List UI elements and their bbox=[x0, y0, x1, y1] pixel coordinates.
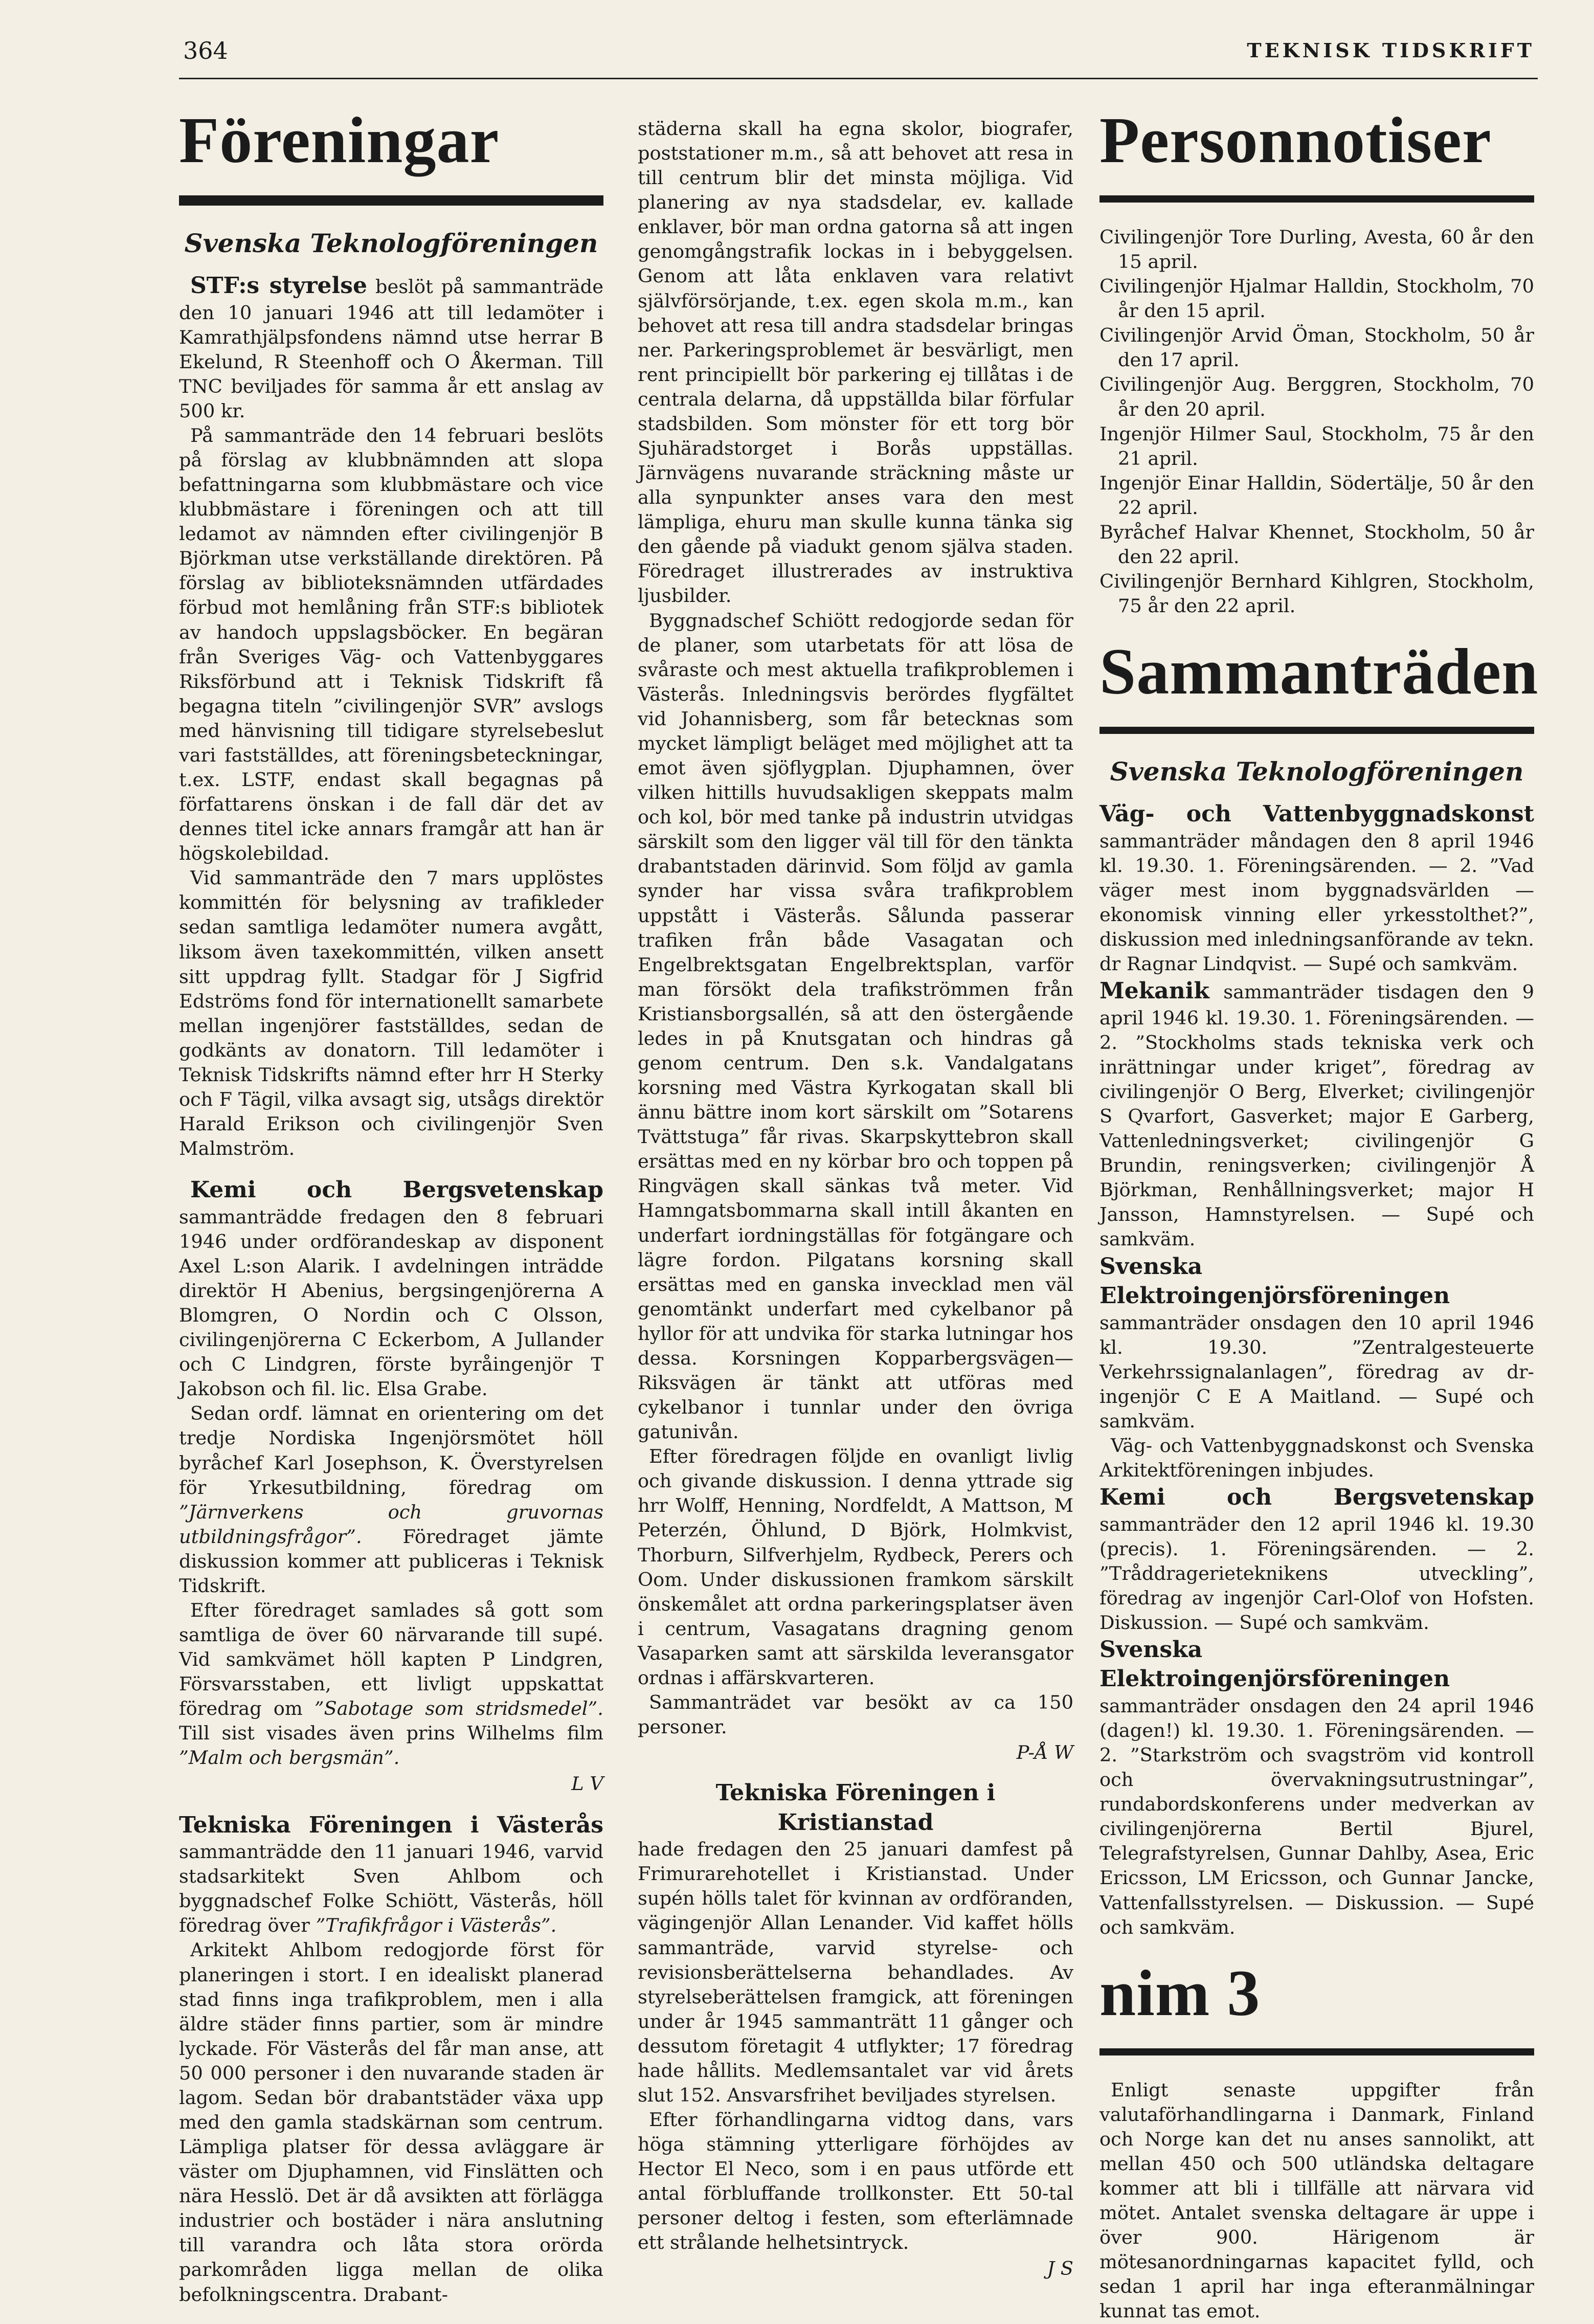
run-in-head: STF:s styrelse bbox=[190, 273, 368, 299]
paragraph: Väg- och Vattenbyggnadskonst och Svenska Arkitektföreningen inbjudes. bbox=[1099, 1434, 1534, 1481]
person-item: Civilingenjör Hjalmar Halldin, Stockholm, 70 år den 15 april. bbox=[1099, 275, 1534, 322]
paragraph: Arkitekt Ahlbom redogjorde först för planeringen i stort. I en idealiskt planerad stad finns inga trafikproblem, men i alla äldre städer finns partier, som är mindre lyckade. För Västerås del får man anse, att 50 000 personer i den nuvarande staden är lagom. Sedan bör drabantstäder växa upp med den gamla stadskärnan som centrum. Lämpliga platser för dessa avläggare är väster om Djuphamnen, vid Finslätten och nära Hesslö. Det är då avsikten att förlägga industrier och bostäder i nära anslutning till varandra och låta stora orörda parkområden ligga mellan de olika befolkningscentra. Drabant- bbox=[179, 1939, 603, 2306]
column-1 bbox=[179, 102, 603, 2307]
run-in-head: Mekanik bbox=[1099, 978, 1209, 1004]
paragraph-text: Efter föredraget samlades så gott som samtliga de över 60 närvarande till supé. Vid samkvämet höll kapten P Lindgren, Försvarsstaben, ett livligt uppskattat föredrag om bbox=[179, 1599, 603, 1720]
subtitle-teknologforeningen: Svenska Teknologföreningen bbox=[184, 228, 598, 258]
person-item: Byråchef Halvar Khennet, Stockholm, 50 år den 22 april. bbox=[1099, 521, 1534, 568]
meeting-elektro-2 bbox=[1099, 1635, 1534, 1940]
person-item: Civilingenjör Aug. Berggren, Stockholm, 70 år den 20 april. bbox=[1099, 373, 1534, 420]
paragraph: Efter föredragen följde en ovanligt livlig och givande diskussion. I denna yttrade sig hrr Wolff, Henning, Nordfeldt, A Mattson, M Peterzén, Öhlund, D Björk, Holmkvist, Thorburn, Silfverhjelm, Rydbeck, Perers och Oom. Under diskussionen framkom särskilt önskemålet att ordna parkeringsplatser även i centrum, Vasagatans dragning genom Vasaparken samt att särskilda leveransgator ordnas i affärskvarteren. bbox=[638, 1445, 1073, 1689]
meeting-elektro-1 bbox=[1099, 1252, 1534, 1434]
talk-title: ”Sabotage som stridsmedel”. bbox=[314, 1697, 603, 1720]
run-in-head: Väg- och Vattenbyggnadskonst bbox=[1099, 801, 1534, 828]
person-item: Civilingenjör Bernhard Kihlgren, Stockholm, 75 år den 22 april. bbox=[1099, 570, 1534, 617]
header-rule bbox=[179, 78, 1538, 79]
running-head: TEKNISK TIDSKRIFT bbox=[1247, 39, 1535, 62]
paragraph-text: sammanträdde fredagen den 8 februari 1946 under ordförandeskap av disponent Axel L:son Alarik. I avdelningen inträdde direktör H Abenius, bergsingenjörerna A Blomgren, O Nordin och C Olsson, civilingenjörerna C Eckerbom, A Jullander och C Lindgren, förste byråingenjör T Jakobson och fil. lic. Elsa Grabe. bbox=[179, 1205, 603, 1400]
paragraph-text: sammanträder tisdagen den 9 april 1946 kl. 19.30. 1. Föreningsärenden. — 2. ”Stockholms stads tekniska verk och inrättningar under kriget”, föredrag av civilingenjör O Berg, Elverket; civilingenjör S Qvarfort, Gasverket; major E Garberg, Vattenledningsverket; civilingenjör G Brundin, reningsverken; civilingenjör Å Björkman, Renhållningsverket; major H Jansson, Hamnstyrelsen. — Supé och samkväm. bbox=[1099, 981, 1534, 1250]
heading-tf-kristianstad: Tekniska Föreningen i Kristianstad bbox=[715, 1780, 996, 1836]
talk-title: ”Trafikfrågor i Västerås”. bbox=[316, 1914, 557, 1937]
paragraph-text: sammanträder onsdagen den 24 april 1946 (dagen!) kl. 19.30. 1. Föreningsärenden. — 2. ”Starkström och svagström vid kontroll och övervakningsutrustningar”, rundabordskonferens under medverkan av civilingenjörerna Bertil Bjurel, Telegrafstyrelsen, Gunnar Dahlby, Asea, Eric Ericsson, LM Ericsson, och Gunnar Jancke, Vattenfallsstyrelsen. — Diskussion. — Supé och samkväm. bbox=[1099, 1694, 1534, 1938]
paragraph: Byggnadschef Schiött redogjorde sedan för de planer, som utarbetats för att lösa de svåraste och mest aktuella trafikproblemen i Västerås. Inledningsvis berördes flygfältet vid Johannisberg, som får betecknas som mycket lämpligt beläget med möjlighet att ta emot även sjöflygplan. Djuphamnen, över vilken hittills huvudsakligen skeppats malm och kol, bör med tanke på industrin utvidgas särskilt som den ligger väl till för den tänkta drabantstaden därinvid. Som följd av gamla synder har vissa svåra trafikproblem uppstått i Västerås. Sålunda passerar trafiken från både Vasagatan och Engelbrektsgatan Engelbrektsplan, varför man försökt dela trafikströmmen från Kristiansborgsallén, så att den östergående ledes in på Knutsgatan och hindras gå genom centrum. Den s.k. Vandalgatans korsning med Västra Kyrkogatan skall bli ännu bättre inom kort särskilt om ”Sotarens Tvättstuga” får rivas. Skarpskyttebron skall ersättas med en ny körbar bro och toppen på Ringvägen skall sänkas två meter. Vid Hamngatsbommarna skall intill åkanten en underfart iordningställas för fotgängare och lägre fordon. Pilgatans korsning skall ersättas med en ganska invecklad men väl genomtänkt underfart med cykelbanor på hyllor för att undvika för starka lutningar hos dessa. Korsningen Kopparbergsvägen—Riksvägen är tänkt att utföras med cykelbanor i tunnlar under den övriga gatunivån. bbox=[638, 609, 1073, 1443]
section-title-personnotiser: Personnotiser bbox=[1099, 104, 1492, 176]
page-number: 364 bbox=[183, 37, 228, 64]
person-item: Civilingenjör Arvid Öman, Stockholm, 50 år den 17 april. bbox=[1099, 324, 1534, 371]
run-in-head: Svenska Elektroingenjörsföreningen bbox=[1099, 1253, 1450, 1309]
run-in-head: Kemi och Bergsvetenskap bbox=[190, 1177, 603, 1203]
person-item: Ingenjör Hilmer Saul, Stockholm, 75 år den 21 april. bbox=[1099, 422, 1534, 470]
meeting-kemi bbox=[1099, 1483, 1534, 1635]
paragraph-text: Föredraget jämte diskussion kommer att publiceras i Teknisk Tidskrift. bbox=[179, 1525, 603, 1597]
paragraph-text: Till sist visades även prins Wilhelms film bbox=[179, 1722, 603, 1745]
film-title: ”Malm och bergsmän”. bbox=[179, 1747, 400, 1769]
paragraph bbox=[179, 1598, 603, 1771]
paragraph-tfv bbox=[179, 1811, 603, 1938]
talk-title: ”Järnverkens och gruvornas utbildningsfrågor”. bbox=[179, 1501, 603, 1548]
signature: J S bbox=[1047, 2257, 1073, 2280]
run-in-head: Svenska Elektroingenjörsföreningen bbox=[1099, 1636, 1450, 1692]
paragraph: På sammanträde den 14 februari beslöts på förslag av klubbnämnden att slopa befattningarna som klubbmästare och vice klubbmästare i föreningen och att till ledamot av nämnden efter civilingenjör B Björkman utse verkställande direktören. På förslag av biblioteksnämnden utfärdades förbud mot hemlåning från STF:s bibliotek av handoch uppslagsböcker. En begäran från Sveriges Väg- och Vattenbyggares Riksförbund att i Teknisk Tidskrift få begagna titeln ”civilingenjör SVR” avslogs med hänvisning till tidigare styrelsebeslut vari fastställdes, att föreningsbeteckningar, t.ex. LSTF, endast skall begagnas på författarens önskan i de fall där det av dennes titel icke annars framgår att han är högskolebildad. bbox=[179, 424, 603, 865]
person-item: Civilingenjör Tore Durling, Avesta, 60 år den 15 april. bbox=[1099, 226, 1534, 273]
run-in-head: Tekniska Föreningen i Västerås bbox=[179, 1812, 603, 1838]
paragraph bbox=[179, 1401, 603, 1598]
section-title-nim3: nim 3 bbox=[1099, 1956, 1261, 2029]
title-bar bbox=[1099, 195, 1534, 203]
subtitle-teknologforeningen: Svenska Teknologföreningen bbox=[1110, 756, 1524, 787]
paragraph: Efter förhandlingarna vidtog dans, vars höga stämning ytterligare förhöjdes av Hector El Neco, som i en paus utförde ett antal förbluffande trollkonster. Ett 50-tal personer deltog i festen, som efterlämnade ett strålande helhetsintryck. bbox=[638, 2109, 1073, 2254]
paragraph-text: sammanträder den 12 april 1946 kl. 19.30 (precis). 1. Föreningsärenden. — 2. ”Tråddragerieteknikens utveckling”, föredrag av ingenjör Carl-Olof von Hofsten. Diskussion. — Supé och samkväm. bbox=[1099, 1513, 1534, 1634]
section-title-foreningar: Föreningar bbox=[179, 104, 500, 176]
paragraph: Enligt senaste uppgifter från valutaförhandlingarna i Danmark, Finland och Norge kan det nu anses sannolikt, att mellan 450 och 500 utländska deltagare kommer att bli i tillfälle att närvara vid mötet. Antalet svenska deltagare är uppe i över 900. Härigenom är mötesanordningarnas kapacitet fylld, och sedan 1 april har inga efteranmälningar kunnat tas emot. bbox=[1099, 2079, 1534, 2322]
paragraph-text: beslöt på sammanträde den 10 januari 1946 att till ledamöter i Kamrathjälpsfondens nämnd utse herrar B Ekelund, R Steenhoff och O Åkerman. Till TNC beviljades för samma år ett anslag av 500 kr. bbox=[179, 276, 603, 422]
paragraph-text: sammanträder måndagen den 8 april 1946 kl. 19.30. 1. Föreningsärenden. — 2. ”Vad väger mest inom byggnadsvärlden — ekonomisk vinning eller yrkesstolthet?”, diskussion med inledningsanförande av tekn. dr Ragnar Lindqvist. — Supé och samkväm. bbox=[1099, 830, 1534, 975]
meeting-mekanik bbox=[1099, 976, 1534, 1252]
title-bar bbox=[179, 195, 603, 206]
paragraph-text: sammanträdde den 11 januari 1946, varvid stadsarkitekt Sven Ahlbom och byggnadschef Folke Schiött, Västerås, höll föredrag över bbox=[179, 1841, 603, 1937]
column-3 bbox=[1099, 102, 1539, 2324]
paragraph-text: sammanträder onsdagen den 10 april 1946 kl. 19.30. ”Zentralgesteuerte Verkehrssignalanlagen”, föredrag av dr-ingenjör C E A Maitland. — Supé och samkväm. bbox=[1099, 1311, 1534, 1432]
title-bar bbox=[1099, 727, 1534, 734]
paragraph: Sammanträdet var besökt av ca 150 personer. bbox=[638, 1691, 1073, 1738]
title-bar bbox=[1099, 2048, 1534, 2055]
section-title-sammantraden: Sammanträden bbox=[1099, 635, 1539, 708]
signature: P-Å W bbox=[1016, 1741, 1073, 1764]
signature: L V bbox=[571, 1772, 603, 1795]
paragraph-kemi bbox=[179, 1175, 603, 1401]
paragraph-text: Sedan ordf. lämnat en orientering om det tredje Nordiska Ingenjörsmötet höll byråchef Karl Josephson, K. Överstyrelsen för Yrkesutbildning, föredrag om bbox=[179, 1402, 603, 1499]
paragraph: hade fredagen den 25 januari damfest på Frimurarehotellet i Kristianstad. Under supén hölls talet för kvinnan av ordföranden, vägingenjör Allan Lenander. Vid kaffet hölls sammanträde, varvid styrelse- och revisionsberättelserna behandlades. Av styrelseberättelsen framgick, att föreningen under år 1945 sammanträtt 11 gånger och dessutom företagit 4 utflykter; 17 föredrag hade hållits. Medlemsantalet var vid årets slut 152. Ansvarsfrihet beviljades styrelsen. bbox=[638, 1838, 1073, 2107]
paragraph-stf bbox=[179, 271, 603, 423]
run-in-head: Kemi och Bergsvetenskap bbox=[1099, 1484, 1534, 1511]
person-item: Ingenjör Einar Halldin, Södertälje, 50 år den 22 april. bbox=[1099, 472, 1534, 519]
column-2 bbox=[638, 117, 1073, 2281]
paragraph: städerna skall ha egna skolor, biografer, poststationer m.m., så att behovet att resa in till centrum blir det minsta möjliga. Vid planering av nya stadsdelar, ev. kallade enklaver, bör man ordna gatorna så att ingen genomgångstrafik lockas in i bebyggelsen. Genom att låta enklaven vara relativt självförsörjande, t.ex. egen skola m.m., kan behovet att resa till andra stadsdelar bringas ner. Parkeringsproblemet är besvärligt, men rent principiellt bör parkering ej tillåtas i de centrala delarna, då uppställda bilar förfular stadsbilden. Som mönster för ett torg bör Sjuhäradstorget i Borås uppställas. Järnvägens nuvarande sträckning måste ur alla synpunkter anses vara den mest lämpliga, ehuru man skulle kunna tänka sig den gående på viadukt genom själva staden. Föredraget illustrerades av instruktiva ljusbilder. bbox=[638, 118, 1073, 607]
meeting-vv bbox=[1099, 799, 1534, 976]
paragraph: Vid sammanträde den 7 mars upplöstes kommittén för belysning av trafikleder sedan samtliga ledamöter numera avgått, liksom även taxekommittén, vilken ansett sitt uppdrag fyllt. Stadgar för J Sigfrid Edströms fond för internationellt samarbete mellan ingenjörer fastställdes, sedan de godkänts av donatorn. Till ledamöter i Teknisk Tidskrifts nämnd efter hrr H Sterky och F Tägil, vilka avsagt sig, utsågs direktör Harald Erikson och civilingenjör Sven Malmström. bbox=[179, 867, 603, 1160]
